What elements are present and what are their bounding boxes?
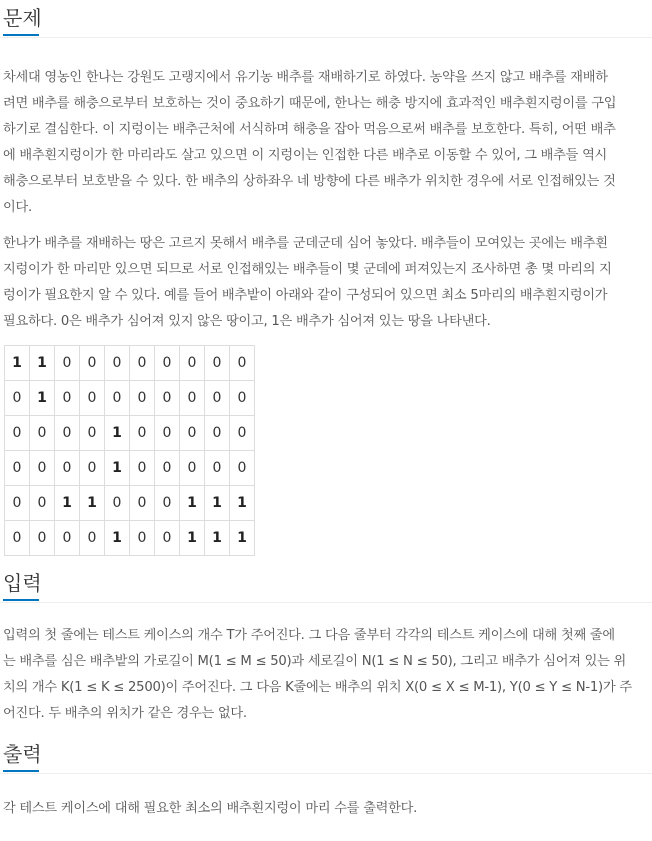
grid-cell: 0 xyxy=(55,416,80,451)
grid-cell: 0 xyxy=(130,521,155,556)
grid-cell: 0 xyxy=(155,521,180,556)
grid-cell: 0 xyxy=(105,381,130,416)
text-line: 지렁이가 한 마리만 있으면 되므로 서로 인접해있는 배추들이 몇 군데에 퍼져있는지 조사하면 총 몇 마리의 지 xyxy=(3,262,612,277)
input-section-title xyxy=(0,570,42,596)
grid-cell: 0 xyxy=(155,381,180,416)
grid-cell: 1 xyxy=(105,416,130,451)
grid-cell: 0 xyxy=(80,346,105,381)
grid-cell: 0 xyxy=(130,416,155,451)
grid-cell: 1 xyxy=(205,521,230,556)
grid-cell: 0 xyxy=(80,521,105,556)
grid-row xyxy=(5,416,255,451)
text-line: 필요하다. 0은 배추가 심어져 있지 않은 땅이고, 1은 배추가 심어져 있는 땅을 나타낸다. xyxy=(3,314,491,329)
grid-cell: 0 xyxy=(55,381,80,416)
text-line: 차세대 영농인 한나는 강원도 고랭지에서 유기농 배추를 재배하기로 하였다. 농약을 쓰지 않고 배추를 재배하 xyxy=(3,70,608,85)
grid-cell: 0 xyxy=(180,416,205,451)
grid-cell: 0 xyxy=(205,346,230,381)
grid-cell: 1 xyxy=(230,521,255,556)
grid-cell: 1 xyxy=(205,486,230,521)
title-underline xyxy=(3,34,39,36)
grid-cell: 0 xyxy=(30,486,55,521)
grid-row xyxy=(5,346,255,381)
grid-row xyxy=(5,521,255,556)
grid-cell: 0 xyxy=(105,346,130,381)
title-underline xyxy=(3,770,39,772)
problem-section-title xyxy=(0,5,42,31)
grid-cell: 0 xyxy=(80,381,105,416)
grid-cell: 0 xyxy=(55,346,80,381)
grid-cell: 0 xyxy=(5,486,30,521)
problem-section-header xyxy=(0,0,652,38)
grid-cell: 0 xyxy=(230,346,255,381)
grid-cell: 0 xyxy=(80,451,105,486)
input-title-text: 입력 xyxy=(3,571,42,595)
grid-cell: 0 xyxy=(5,381,30,416)
text-line: 렁이가 필요한지 알 수 있다. 예를 들어 배추밭이 아래와 같이 구성되어 있으면 최소 5마리의 배추흰지렁이가 xyxy=(3,288,608,303)
grid-cell: 0 xyxy=(5,416,30,451)
grid-cell: 0 xyxy=(155,451,180,486)
grid-cell: 0 xyxy=(155,416,180,451)
text-line: 하기로 결심한다. 이 지렁이는 배추근처에 서식하며 해충을 잡아 먹음으로써 배추를 보호한다. 특히, 어떤 배추 xyxy=(3,122,616,137)
output-title-text: 출력 xyxy=(3,742,42,766)
grid-cell: 0 xyxy=(5,521,30,556)
grid-cell: 1 xyxy=(105,451,130,486)
grid-cell: 1 xyxy=(55,486,80,521)
text-line: 에 배추흰지렁이가 한 마리라도 살고 있으면 이 지렁이는 인접한 다른 배추로 이동할 수 있어, 그 배추들 역시 xyxy=(3,148,608,163)
grid-cell: 0 xyxy=(80,416,105,451)
output-section-title xyxy=(0,741,42,767)
grid-row xyxy=(5,451,255,486)
grid-row xyxy=(5,486,255,521)
text-line: 려면 배추를 해충으로부터 보호하는 것이 중요하기 때문에, 한나는 해충 방지에 효과적인 배추흰지렁이를 구입 xyxy=(3,96,617,111)
grid-cell: 0 xyxy=(180,346,205,381)
grid-cell: 0 xyxy=(205,451,230,486)
cabbage-field-table xyxy=(4,345,255,556)
text-line: 는 배추를 심은 배추밭의 가로길이 M(1 ≤ M ≤ 50)과 세로길이 N(1 ≤ N ≤ 50), 그리고 배추가 심어져 있는 위 xyxy=(3,654,627,669)
grid-cell: 1 xyxy=(230,486,255,521)
grid-cell: 0 xyxy=(205,416,230,451)
grid-cell: 0 xyxy=(205,381,230,416)
text-line: 입력의 첫 줄에는 테스트 케이스의 개수 T가 주어진다. 그 다음 줄부터 각각의 테스트 케이스에 대해 첫째 줄에 xyxy=(3,628,615,643)
grid-cell: 1 xyxy=(80,486,105,521)
grid-cell: 0 xyxy=(130,346,155,381)
grid-cell: 1 xyxy=(30,346,55,381)
grid-cell: 0 xyxy=(155,486,180,521)
grid-cell: 1 xyxy=(180,486,205,521)
grid-cell: 0 xyxy=(55,521,80,556)
grid-row xyxy=(5,381,255,416)
grid-cell: 1 xyxy=(180,521,205,556)
grid-cell: 0 xyxy=(30,521,55,556)
problem-paragraph-1 xyxy=(0,65,649,221)
text-line: 해충으로부터 보호받을 수 있다. 한 배추의 상하좌우 네 방향에 다른 배추가 위치한 경우에 서로 인접해있는 것 xyxy=(3,174,616,189)
problem-paragraph-2 xyxy=(0,231,649,335)
grid-cell: 0 xyxy=(30,416,55,451)
text-line: 치의 개수 K(1 ≤ K ≤ 2500)이 주어진다. 그 다음 K줄에는 배추의 위치 X(0 ≤ X ≤ M-1), Y(0 ≤ Y ≤ N-1)가 주 xyxy=(3,680,632,695)
grid-cell: 1 xyxy=(30,381,55,416)
grid-cell: 0 xyxy=(230,381,255,416)
text-line: 각 테스트 케이스에 대해 필요한 최소의 배추흰지렁이 마리 수를 출력한다. xyxy=(3,801,418,816)
grid-cell: 1 xyxy=(5,346,30,381)
grid-cell: 0 xyxy=(180,451,205,486)
problem-title-text: 문제 xyxy=(3,6,42,30)
title-underline xyxy=(3,599,39,601)
text-line: 이다. xyxy=(3,200,32,215)
grid-cell: 0 xyxy=(5,451,30,486)
input-section-header xyxy=(0,570,652,603)
grid-cell: 0 xyxy=(130,486,155,521)
grid-cell: 0 xyxy=(130,451,155,486)
grid-cell: 0 xyxy=(105,486,130,521)
input-paragraph xyxy=(0,623,649,727)
grid-cell: 1 xyxy=(105,521,130,556)
grid-cell: 0 xyxy=(30,451,55,486)
text-line: 한나가 배추를 재배하는 땅은 고르지 못해서 배추를 군데군데 심어 놓았다. 배추들이 모여있는 곳에는 배추흰 xyxy=(3,236,608,251)
grid-cell: 0 xyxy=(130,381,155,416)
grid-cell: 0 xyxy=(180,381,205,416)
grid-cell: 0 xyxy=(155,346,180,381)
output-paragraph xyxy=(0,796,649,822)
grid-cell: 0 xyxy=(55,451,80,486)
grid-cell: 0 xyxy=(230,451,255,486)
output-section-header xyxy=(0,741,652,774)
text-line: 어진다. 두 배추의 위치가 같은 경우는 없다. xyxy=(3,706,247,721)
grid-cell: 0 xyxy=(230,416,255,451)
